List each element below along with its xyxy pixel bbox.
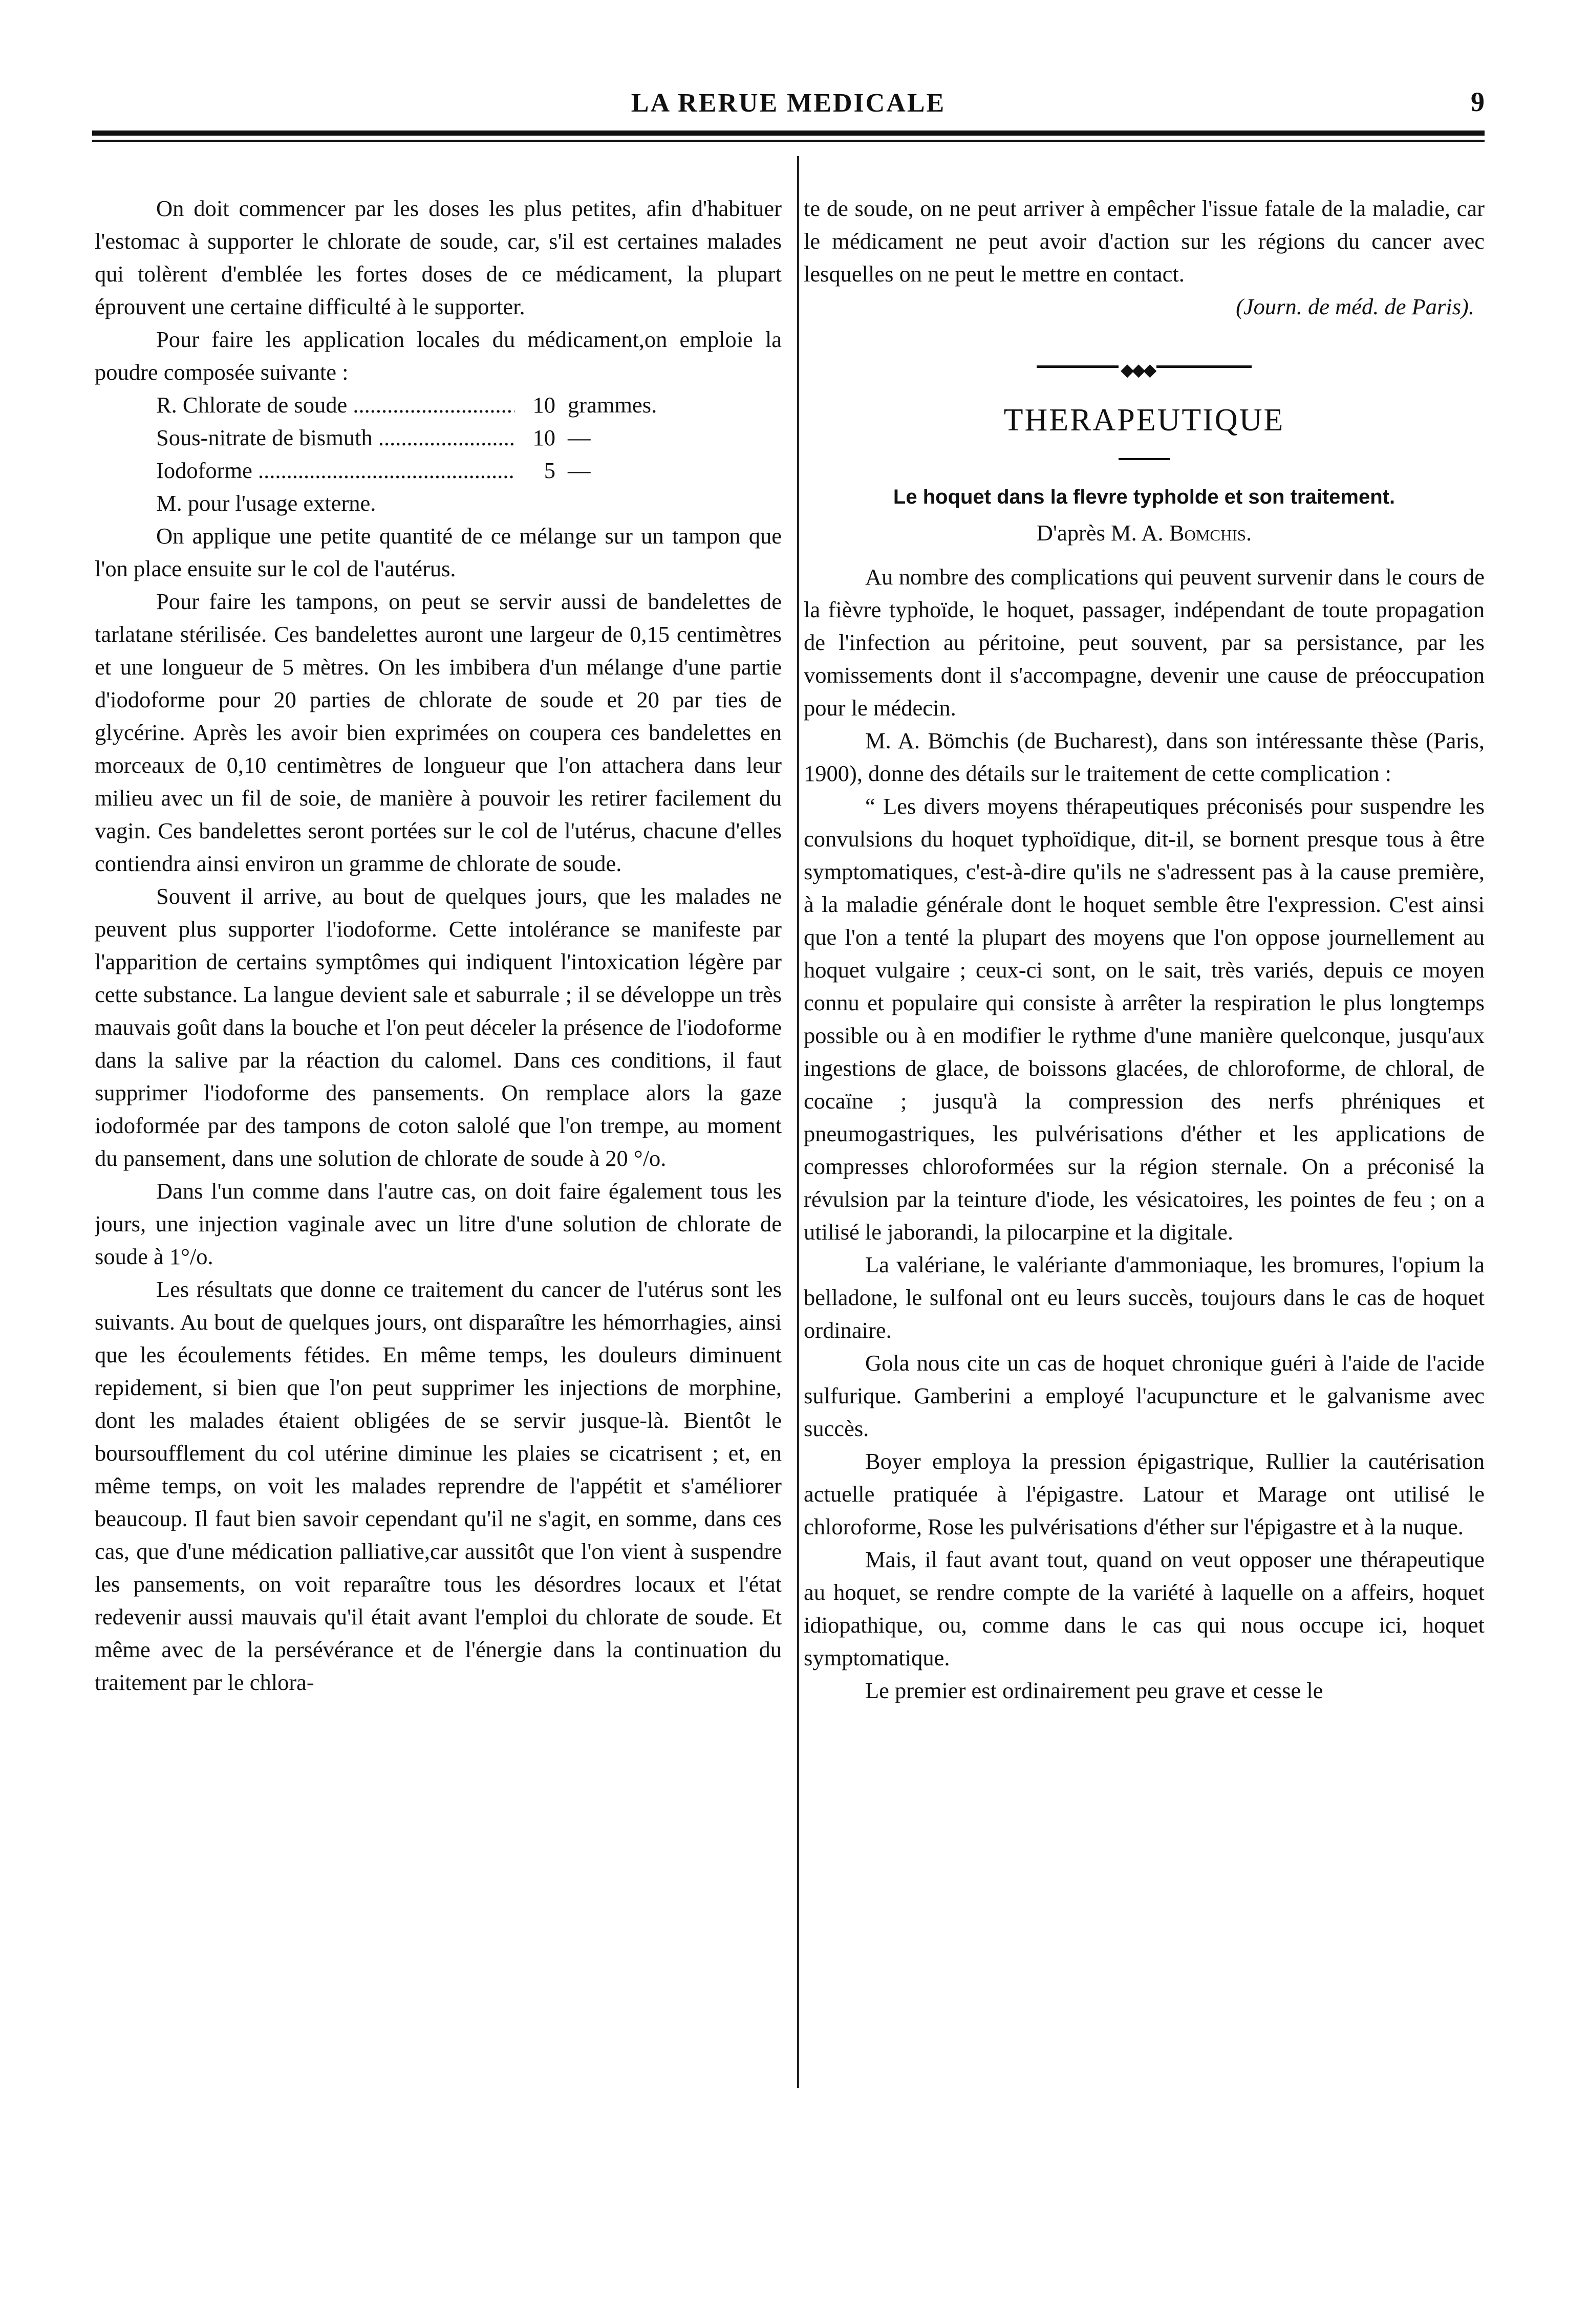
paragraph: On applique une petite quantité de ce mélange sur un tampon que l'on place ensuite sur le col de l'autérus. — [95, 523, 782, 581]
recipe-row — [156, 388, 782, 421]
paragraph: La valériane, le valériante d'ammoniaque, les bromures, l'opium la belladone, le sulfonal ont eu leurs succès, toujours dans le cas de hoquet ordinaire. — [804, 1252, 1485, 1343]
paragraph: Dans l'un comme dans l'autre cas, on doit faire également tous les jours, une injection vaginale avec un litre d'une solution de chlorate de soude à 1°/o. — [95, 1178, 782, 1269]
recipe-quantity: 10 — [532, 392, 555, 418]
byline — [804, 516, 1485, 549]
section-title: THERAPEUTIQUE — [1003, 403, 1285, 438]
page-header — [92, 82, 1485, 123]
recipe-unit: — — [568, 458, 591, 483]
paragraph: Gola nous cite un cas de hoquet chronique guéri à l'aide de l'acide sulfurique. Gamberini a employé l'acupuncture et le galvanisme avec succès. — [804, 1350, 1485, 1441]
article-title: Le hoquet dans la flevre typholde et son traitement. — [893, 486, 1395, 508]
paragraph: Le premier est ordinairement peu grave et cesse le — [865, 1678, 1323, 1703]
page-number: 9 — [1471, 86, 1485, 117]
recipe-ingredient: R. Chlorate de soude ..... — [156, 388, 514, 421]
right-column — [804, 192, 1485, 2096]
recipe-quantity: 10 — [532, 425, 555, 450]
recipe-row — [156, 454, 782, 487]
left-column — [95, 192, 782, 2096]
byline-prefix: D'après M. A. — [1036, 520, 1164, 546]
recipe-unit: grammes. — [568, 392, 657, 418]
paragraph: M. A. Bömchis (de Bucharest), dans son intéressante thèse (Paris, 1900), donne des détails sur le traitement de cette complication : — [804, 728, 1485, 786]
ornament-divider — [1037, 359, 1252, 374]
recipe-unit: — — [568, 425, 591, 450]
byline-author: Bomchis. — [1169, 520, 1252, 546]
paragraph: Mais, il faut avant tout, quand on veut opposer une thérapeutique au hoquet, se rendre compte de la variété à laquelle on a affeirs, hoquet idiopathique, ou, comme dans le cas qui nous occupe ici, hoquet symptomatique. — [804, 1547, 1485, 1670]
recipe-ingredient: Iodoforme ..... — [156, 454, 514, 487]
source-citation: (Journ. de méd. de Paris). — [1236, 294, 1474, 319]
paragraph: Pour faire les tampons, on peut se servir aussi de bandelettes de tarlatane stérilisée. Ces bandelettes auront une largeur de 0,15 centimètres et une longueur de 5 mètres. On les imbibera d'un mélange d'une partie d'iodoforme pour 20 parties de chlorate de soude et 20 par ties de glycérine. Après les avoir bien exprimées on coupera ces bandelettes en morceaux de 0,10 centimètres de longueur que l'on attachera dans leur milieu avec un fil de soie, de manière à pouvoir les retirer facilement du vagin. Ces bandelettes seront portées sur le col de l'utérus, chacune d'elles contiendra ainsi environ un gramme de chlorate de soude. — [95, 589, 782, 876]
paragraph: On doit commencer par les doses les plus petites, afin d'habituer l'estomac à supporter le chlorate de soude, car, s'il est certaines malades qui tolèrent d'emblée les fortes doses de ce médicament, la plupart éprouvent une certaine difficulté à le supporter. — [95, 196, 782, 319]
paragraph: Souvent il arrive, au bout de quelques jours, que les malades ne peuvent plus supporter l'iodoforme. Cette intolérance se manifeste par l'apparition de certains symptômes qui indiquent l'intoxication légère par cette substance. La langue devient sale et saburrale ; il se développe un très mauvais goût dans la bouche et l'on peut déceler la présence de l'iodoforme dans la salive par la réaction du calomel. Dans ces conditions, il faut supprimer l'iodoforme des pansements. On remplace alors la gaze iodoformée par des tampons de coton salolé que l'on trempe, au moment du pansement, dans une solution de chlorate de soude à 20 °/o. — [95, 883, 782, 1171]
recipe-list — [156, 388, 782, 487]
paragraph: Les résultats que donne ce traitement du cancer de l'utérus sont les suivants. Au bout de quelques jours, ont disparaître les hémorrhagies, ainsi que les écoulements fétides. En même temps, les douleurs diminuent repidement, si bien que l'on peut supprimer les injections de morphine, dont les malades étaient obligées de se servir jusque-là. Bientôt le boursoufflement du col utérine diminue les plaies se cicatrisent ; et, en même temps, on voit les malades reprendre de l'appétit et s'améliorer beaucoup. Il faut bien savoir cependant qu'il ne s'agit, en somme, dans ces cas, que d'une médication palliative,car aussitôt que l'on vient à suspendre les pansements, on voit reparaître tous les désordres locaux et l'état redevenir aussi mauvais qu'il était avant l'emploi du chlorate de soude. Et même avec de la persévérance et de l'énergie dans la continuation du traitement par le chlora- — [95, 1276, 782, 1695]
short-rule — [1119, 458, 1170, 460]
running-title: LA RERUE MEDICALE — [631, 89, 946, 118]
recipe-ingredient: Sous-nitrate de bismuth ..... — [156, 421, 514, 454]
recipe-row — [156, 421, 782, 454]
paragraph: “ Les divers moyens thérapeutiques préconisés pour suspendre les convulsions du hoquet typhoïdique, dit-il, se bornent presque tous à être symptomatiques, c'est-à-dire qu'ils ne s'adressent pas à la cause première, à la maladie générale dont le hoquet semble être l'expression. C'est ainsi que l'on a tenté la plupart des moyens que l'on oppose journellement au hoquet vulgaire ; ceux-ci sont, on le sait, très variés, depuis ce moyen connu et populaire qui consiste à arrêter la respiration le plus longtemps possible ou à en modifier le rythme d'une manière quelconque, jusqu'aux ingestions de glace, de boissons glacées, de chloroforme, de chloral, de cocaïne ; jusqu'à la compression des nerfs phréniques et pneumogastriques, les pulvérisations d'éther et les applications de compresses chloroformées sur la région sternale. On a préconisé la révulsion par la teinture d'iode, les vésicatoires, les pointes de feu ; on a utilisé le jaborandi, la pilocarpine et la digitale. — [804, 793, 1485, 1245]
column-divider — [797, 156, 799, 2088]
paragraph: Au nombre des complications qui peuvent survenir dans le cours de la fièvre typhoïde, le hoquet, passager, indépendant de toute propagation de l'infection au péritoine, peut souvent, par sa persistance, par les vomissements dont il s'accompagne, devenir une cause de préoccupation pour le médecin. — [804, 564, 1485, 721]
paragraph: M. pour l'usage externe. — [156, 490, 376, 516]
paragraph: Boyer employa la pression épigastrique, Rullier la cautérisation actuelle pratiquée à l'épigastre. Latour et Marage ont utilisé le chloroforme, Rose les pulvérisations d'éther sur l'épigastre et à la nuque. — [804, 1448, 1485, 1539]
header-rule — [92, 131, 1485, 142]
paragraph: Pour faire les application locales du médicament,on emploie la poudre composée suivante : — [95, 327, 782, 385]
paragraph: te de soude, on ne peut arriver à empêcher l'issue fatale de la maladie, car le médicament ne peut avoir d'action sur les régions du cancer avec lesquelles on ne peut le mettre en contact. — [804, 196, 1485, 287]
recipe-quantity: 5 — [544, 458, 555, 483]
